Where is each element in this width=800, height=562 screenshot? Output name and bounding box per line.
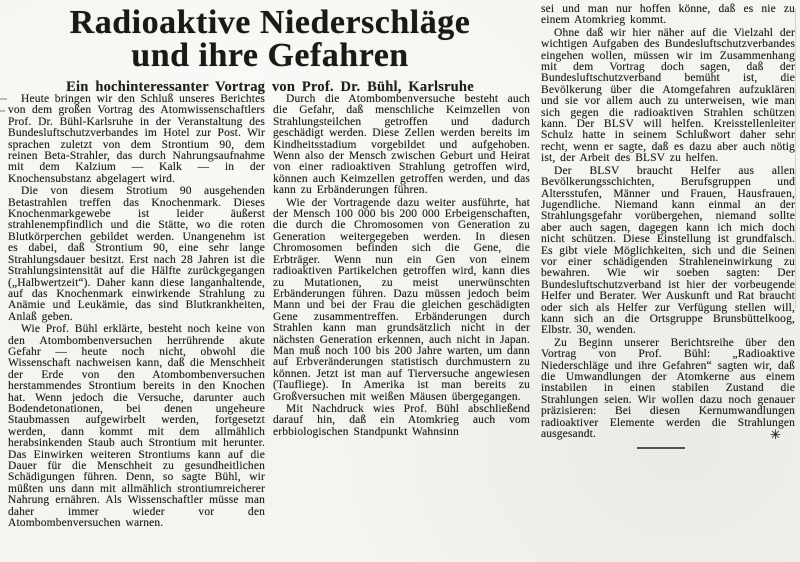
article-subtitle: Ein hochinteressanter Vortrag von Prof. Dr. Bühl, Karlsruhe [66, 79, 474, 95]
paragraph [541, 338, 795, 441]
paragraph-text: Zu Beginn unserer Berichtsreihe über den Vortrag von Prof. Bühl: „Radioaktive Niederschläge und ihre Gefahren“ sagten wir, daß die Umwandlungen der Atomkerne aus einem instabilen in einen stabilen Zustand die Strahlungen seien. Wir wollen dazu noch genauer präzisieren: Bei diesen Kernumwandlungen radioaktiver Elemente werden die Strahlungen ausgesandt. [541, 336, 795, 441]
article-header [10, 6, 530, 96]
paragraph: Heute bringen wir den Schluß unseres Berichtes von dem großen Vortrag des Atomwissenschaftlers Prof. Dr. Bühl-Karlsruhe in der Veranstaltung des Bundesluftschutzverbandes im Hotel zur Post. Wir sprachen zuletzt von dem Strontium 90, dem reinen Beta-Strahler, das durch Nahrungsaufnahme mit dem Kalzium — Kalk — in der Knochensubstanz abgelagert wird. [8, 93, 265, 185]
paragraph: Durch die Atombombenversuche besteht auch die Gefahr, daß menschliche Keimzellen von Strahlungsteilchen getroffen und dadurch geschädigt werden. Diese Zellen werden bereits im Kindheitsstadium vorgebildet und aufgehoben. Wenn also der Mensch zwischen Geburt und Heirat von einer radioaktiven Strahlung getroffen wird, können auch Keimzellen getroffen werden, und das kann zu Erbänderungen führen. [273, 93, 530, 197]
scan-artifact-edge-line [795, 8, 796, 308]
paragraph: Wie der Vortragende dazu weiter ausführte, hat der Mensch 100 000 bis 200 000 Erbeigenschaften, die durch die Chromosomen von Generation zu Generation weitergegeben werden. In diesen Chromosomen befinden sich die Gene, die Erbträger. Wenn nun ein Gen von einem radioaktiven Partikelchen getroffen wird, kann dies zu Mutationen, zu meist unerwünschten Erbänderungen führen. Dazu müssen jedoch beim Mann und bei der Frau die gleichen geschädigten Gene zusammentreffen. Erbänderungen durch Strahlen kann man grundsätzlich nicht in der nächsten Generation erkennen, auch nicht in Japan. Man muß noch 100 bis 200 Jahre warten, um dann auf Erbveränderungen statistisch durchmustern zu können. Jetzt ist man auf Tierversuche angewiesen (Taufliege). In Amerika ist man bereits zu Großversuchen mit weißen Mäusen übergegangen. [273, 196, 530, 403]
paragraph: Wie Prof. Bühl erklärte, besteht noch keine von den Atombombenversuchen herrührende akute Gefahr — heute noch nicht, obwohl die Wissenschaft nachweisen kann, daß die Menschheit der Erde von den Atombombenversuchen herstammendes Strontium bereits in den Knochen hat. Wenn jedoch die Versuche, darunter auch Bodendetonationen, bei denen ungeheure Staubmassen aufgewirbelt werden, fortgesetzt werden, dann kommt mit dem allmählich herabsinkenden Staub auch Strontium mit herunter. Das Einwirken weiteren Strontiums kann auf die Dauer für die Menschheit zu gesundheitlichen Schädigungen führen. Denn, so sagte Bühl, wir müßten uns dann mit allmählich strontiumreicherer Nahrung ernähren. Als Wissenschaftler müsse man daher immer wieder vor den Atombombenversuchen warnen. [8, 323, 265, 530]
text-column-3 [541, 4, 795, 560]
end-divider [637, 447, 685, 449]
end-star-icon: ✳ [769, 427, 781, 443]
scan-artifact-tick [0, 110, 5, 112]
scan-artifact-tick [0, 98, 7, 100]
article-title-line1: Radioaktive Niederschläge [69, 4, 471, 41]
text-column-2 [273, 94, 530, 560]
paragraph: Der BLSV braucht Helfer aus allen Bevölkerungsschichten, Berufsgruppen und Altersstufen, Männer und Frauen, Hausfrauen, Jugendliche. Niemand kann einmal an der Strahlungsgefahr vorübergehen, niemand sollte aber auch sagen, dagegen kann ich mich doch nicht schützen. Diese Einstellung ist grundfalsch. Es gibt viele Möglichkeiten, sich und die Seinen vor einer schädigenden Strahleneinwirkung zu bewahren. Wie wir soeben sagten: Der Bundesluftschutzverband ist hier der vorbeugende Helfer und Berater. Wer Auskunft und Rat braucht oder sich als Helfer zur Verfügung stellen will, kann sich an die Ortsgruppe Brunsbüttelkoog, Elbstr. 30, wenden. [541, 164, 795, 337]
paragraph: Die von diesem Strotium 90 ausgehenden Betastrahlen treffen das Knochenmark. Dieses Knochenmarkgewebe ist leider äußerst strahlenempfindlich und die Stätte, wo die roten Blutkörperchen gebildet werden. Unangenehm ist es dabei, daß Strontium 90, eine sehr lange Strahlungsdauer besitzt. Erst nach 28 Jahren ist die Strahlungsintensität auf die Hälfte zurückgegangen („Halbwertzeit“). Daher kann diese langanhaltende, auf das Knochenmark einwirkende Strahlung zu Anämie und Leukämie, das sind Blutkrankheiten, Anlaß geben. [8, 185, 265, 323]
text-column-1 [8, 94, 265, 560]
paragraph: Mit Nachdruck wies Prof. Bühl abschließend darauf hin, daß ein Atomkrieg auch vom erbbiologischen Standpunkt Wahnsinn [273, 402, 530, 438]
paragraph: Ohne daß wir hier näher auf die Vielzahl der wichtigen Aufgaben des Bundesluftschutzverbandes eingehen wollen, müssen wir im Zusammenhang mit dem Vortrag doch sagen, daß der Bundesluftschutzverband bemüht ist, die Bevölkerung über die Atomgefahren aufzuklären und sie vor allem auch zu unterweisen, wie man sich gegen die radioaktiven Strahlen schützen kann. Der BLSV will helfen. Kreisstellenleiter Schulz hatte in seinem Schlußwort daher sehr recht, wenn er sagte, daß es dazu aber auch nötig ist, der Arbeit des BLSV zu helfen. [541, 26, 795, 165]
paragraph: sei und man nur hoffen könne, daß es nie zu einem Atomkrieg kommt. [541, 3, 795, 27]
article-title-line2: und ihre Gefahren [131, 37, 409, 74]
article-title [10, 6, 530, 72]
